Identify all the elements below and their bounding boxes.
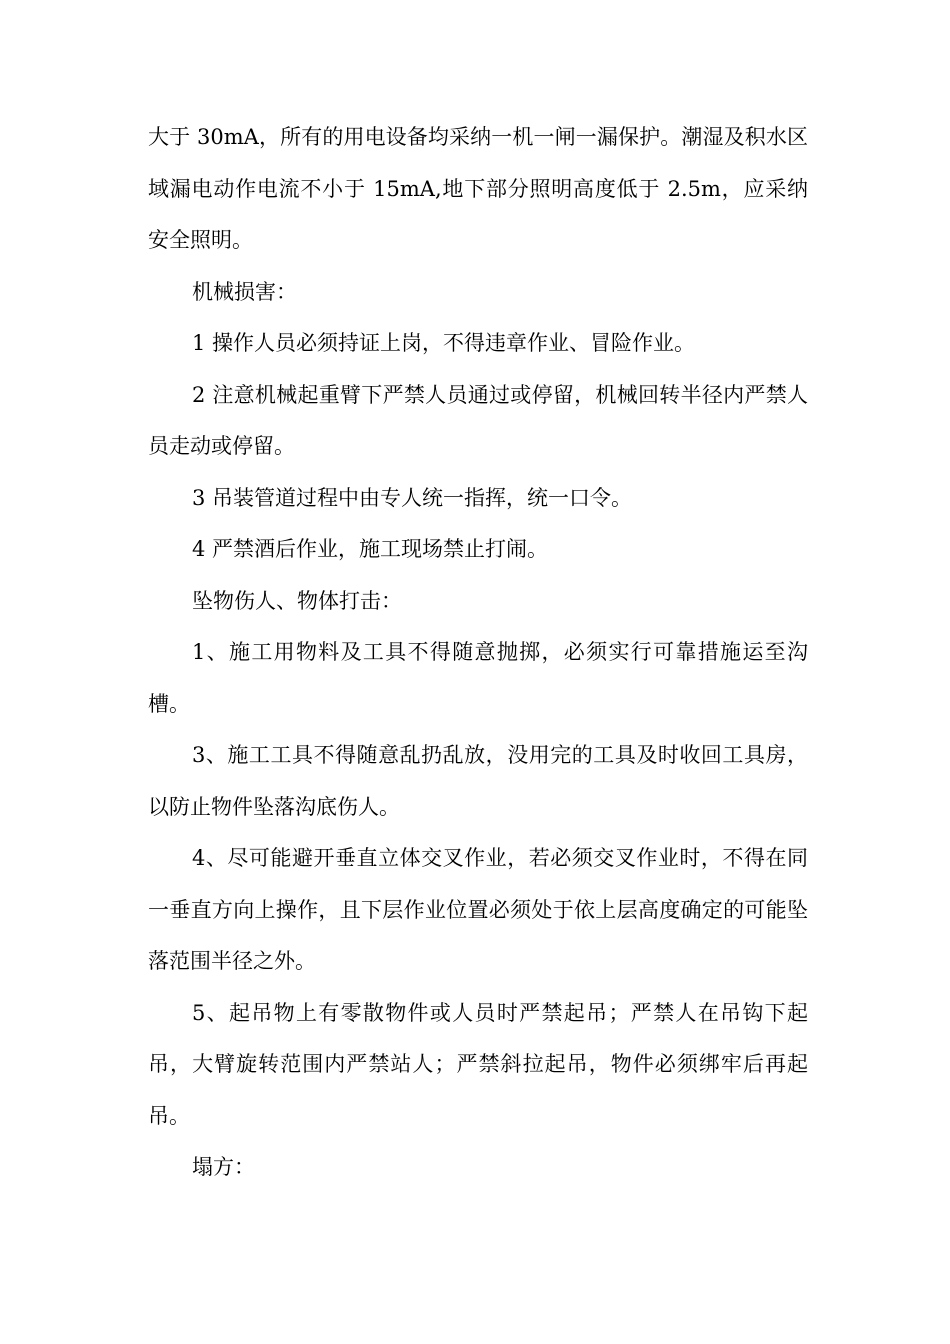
list-item-falling-3: 3、施工工具不得随意乱扔乱放，没用完的工具及时收回工具房，以防止物件坠落沟底伤人。 (148, 743, 808, 819)
list-item-falling-4: 4、尽可能避开垂直立体交叉作业，若必须交叉作业时，不得在同一垂直方向上操作，且下层作业位置必须处于依上层高度确定的可能坠落范围半径之外。 (148, 846, 808, 973)
list-item-mechanical-4: 4 严禁酒后作业，施工现场禁止打闹。 (192, 537, 549, 561)
paragraph-electrical-protection: 大于 30mA，所有的用电设备均采纳一机一闸一漏保护。潮湿及积水区域漏电动作电流不小于 15mA,地下部分照明高度低于 2.5m，应采纳安全照明。 (148, 125, 808, 252)
list-item-falling-1: 1、施工用物料及工具不得随意抛掷，必须实行可靠措施运至沟槽。 (148, 640, 808, 716)
heading-collapse: 塌方： (192, 1155, 255, 1179)
list-item-mechanical-1: 1 操作人员必须持证上岗，不得违章作业、冒险作业。 (192, 331, 696, 355)
list-item-mechanical-3: 3 吊装管道过程中由专人统一指挥，统一口令。 (192, 485, 633, 510)
list-item-mechanical-2: 2 注意机械起重臂下严禁人员通过或停留，机械回转半径内严禁人员走动或停留。 (148, 382, 808, 458)
document-page (148, 112, 808, 1194)
heading-mechanical-injury: 机械损害： (192, 279, 297, 304)
list-item-falling-5: 5、起吊物上有零散物件或人员时严禁起吊；严禁人在吊钩下起吊，大臂旋转范围内严禁站人；严禁斜拉起吊，物件必须绑牢后再起吊。 (148, 1000, 808, 1128)
heading-falling-objects: 坠物伤人、物体打击： (192, 588, 402, 613)
